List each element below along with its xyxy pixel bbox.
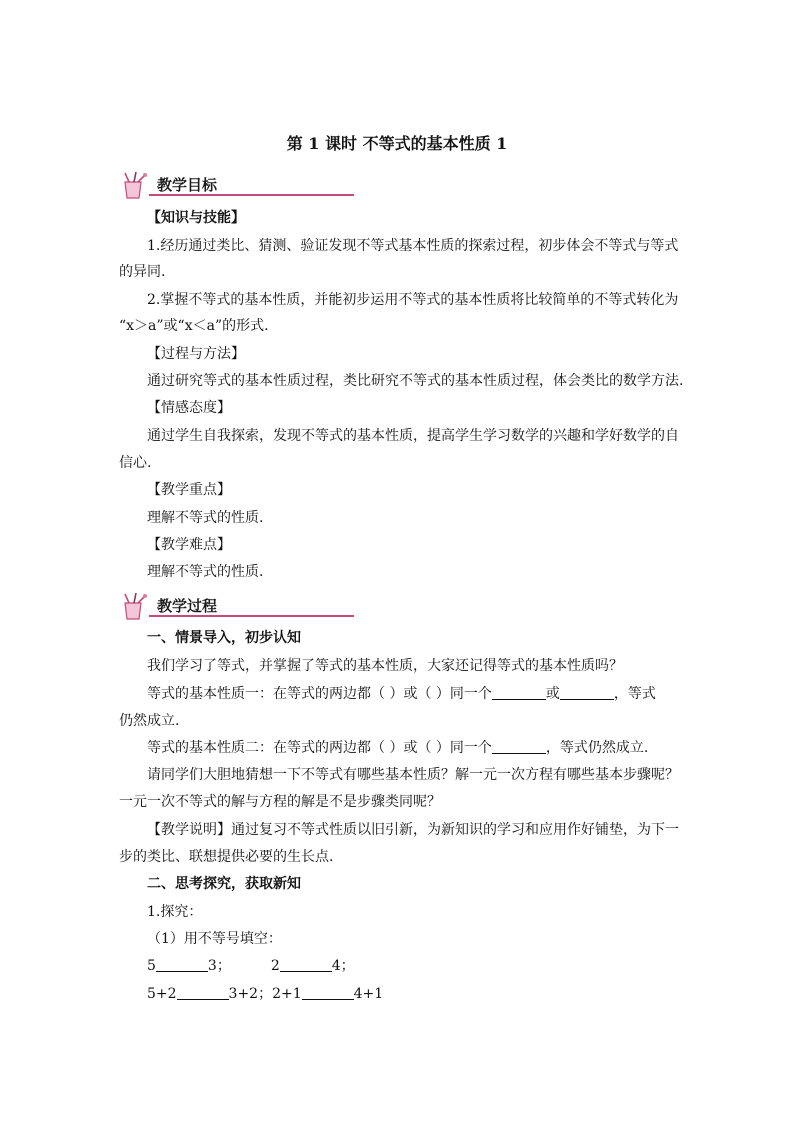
section-underline <box>149 194 354 196</box>
page-title: 第 1 课时 不等式的基本性质 1 <box>286 134 508 153</box>
explore-label: 1.探究： <box>147 904 203 920</box>
attitude-text: 通过学生自我探索，发现不等式的基本性质，提高学生学习数学的兴趣和学好数学的自 <box>147 428 679 444</box>
exercise-text: 4； <box>331 958 355 974</box>
property-1-text: 等式的基本性质一：在等式的两边都（ ）或（ ）同一个 <box>147 686 492 702</box>
property-1-or: 或 <box>545 686 560 702</box>
key-point-heading: 【教学重点】 <box>147 482 231 498</box>
knowledge-item-1-cont: 的异同. <box>119 264 166 280</box>
exercise-row-1 <box>147 956 707 976</box>
exercise-text: 3+2；2+1 <box>228 986 302 1002</box>
guess-paragraph-cont: 一元一次不等式的解与方程的解是不是步骤类同呢？ <box>119 794 441 810</box>
property-2-text: 等式的基本性质二：在等式的两边都（ ）或（ ）同一个 <box>147 740 492 756</box>
exercise-text: 5 <box>147 958 156 974</box>
attitude-heading: 【情感态度】 <box>147 400 231 416</box>
property-1-tail: ，等式 <box>613 686 656 702</box>
property-2-tail: ，等式仍然成立. <box>545 740 649 756</box>
equality-property-1 <box>147 684 707 704</box>
process-method-heading: 【过程与方法】 <box>147 346 245 362</box>
exercise-text: 2 <box>270 958 280 974</box>
fill-blank <box>302 985 354 1000</box>
teaching-note: 【教学说明】通过复习不等式性质以旧引新，为新知识的学习和应用作好铺垫，为下一 <box>147 822 679 838</box>
knowledge-item-2-cont: “x＞a”或“x＜a”的形式. <box>119 318 269 334</box>
exercise-text: 4+1 <box>353 986 384 1002</box>
difficulty-heading: 【教学难点】 <box>147 537 231 553</box>
section-banner-process <box>119 593 259 619</box>
section-title-goals: 教学目标 <box>157 176 218 194</box>
fill-instruction: （1）用不等号填空： <box>147 931 282 947</box>
key-point-text: 理解不等式的性质. <box>147 510 264 526</box>
equality-property-1-cont: 仍然成立. <box>119 713 180 729</box>
teaching-note-cont: 步的类比、联想提供必要的生长点. <box>119 849 334 865</box>
fill-blank <box>156 957 208 972</box>
part2-heading: 二、思考探究，获取新知 <box>147 876 301 892</box>
fill-blank <box>492 685 546 700</box>
knowledge-item-1: 1.经历通过类比、猜测、验证发现不等式基本性质的探索过程，初步体会不等式与等式 <box>147 238 679 254</box>
fill-blank <box>177 985 229 1000</box>
part1-heading: 一、情景导入，初步认知 <box>147 630 301 646</box>
fill-blank <box>280 957 332 972</box>
fill-blank <box>560 685 614 700</box>
exercise-text: 3； <box>207 958 231 974</box>
knowledge-heading: 【知识与技能】 <box>147 210 245 226</box>
difficulty-text: 理解不等式的性质. <box>147 564 264 580</box>
equality-property-2 <box>147 738 707 758</box>
section-banner-goals <box>119 172 259 198</box>
guess-paragraph: 请同学们大胆地猜想一下不等式有哪些基本性质？解一元一次方程有哪些基本步骤呢？ <box>147 767 679 783</box>
intro-paragraph: 我们学习了等式，并掌握了等式的基本性质，大家还记得等式的基本性质吗？ <box>147 658 623 674</box>
exercise-text: 5+2 <box>147 986 177 1002</box>
process-method-text: 通过研究等式的基本性质过程，类比研究不等式的基本性质过程，体会类比的数学方法. <box>147 373 684 389</box>
attitude-text-cont: 信心. <box>119 455 152 471</box>
exercise-row-2 <box>147 984 707 1004</box>
section-title-process: 教学过程 <box>157 597 218 615</box>
section-underline <box>149 615 354 617</box>
fill-blank <box>492 739 546 754</box>
knowledge-item-2: 2.掌握不等式的基本性质，并能初步运用不等式的基本性质将比较简单的不等式转化为 <box>147 292 679 308</box>
